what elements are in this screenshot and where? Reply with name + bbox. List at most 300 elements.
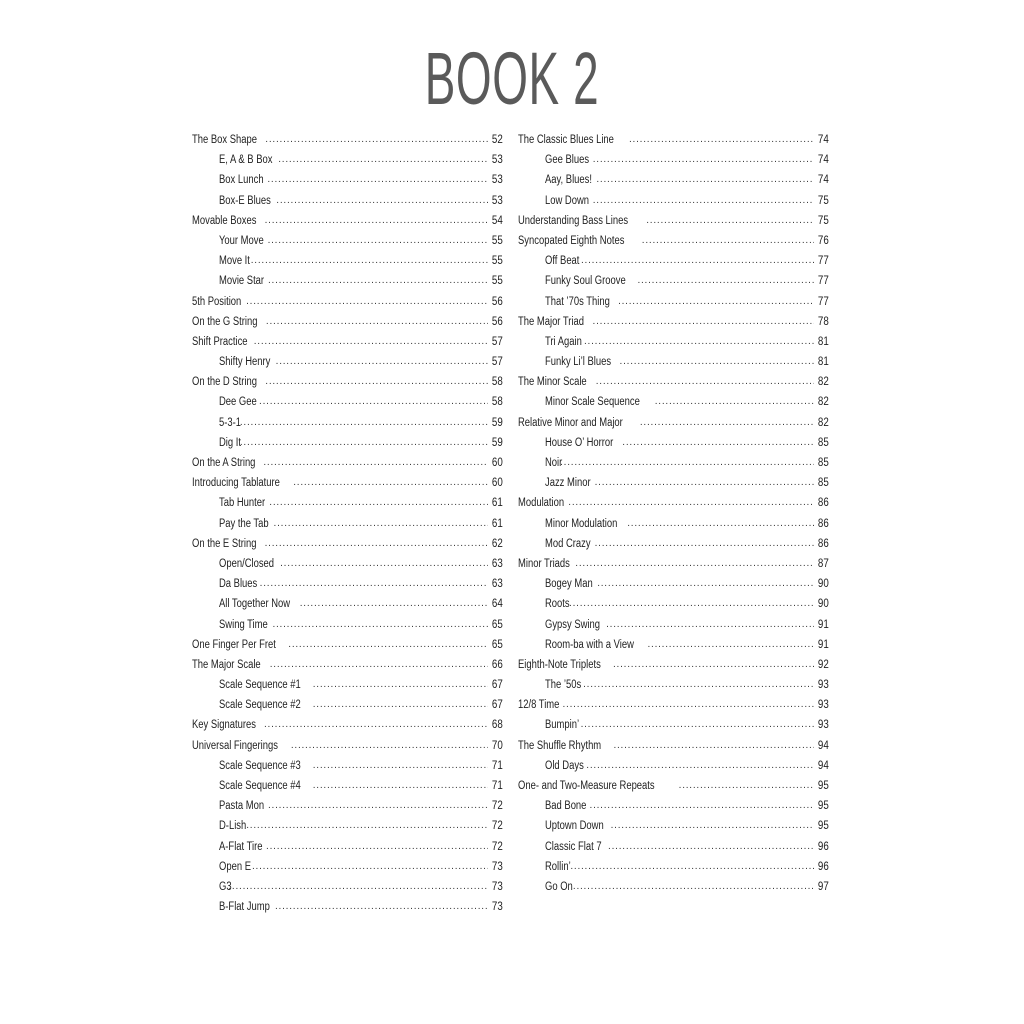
toc-entry-title: Bumpin’ [545, 719, 580, 732]
toc-page-number: 77 [818, 255, 829, 268]
toc-page-number: 54 [492, 214, 503, 227]
toc-entry-title: Room-ba with a View [545, 638, 634, 651]
toc-subentry [518, 857, 829, 877]
dot-leader [267, 170, 488, 190]
dot-leader [593, 191, 815, 211]
toc-page-number: 73 [492, 880, 503, 893]
toc-entry-title: The Shuffle Rhythm [518, 739, 602, 752]
toc-entry [192, 534, 503, 554]
toc-entry-title: Funky Soul Groove [545, 275, 626, 288]
toc-page-number: 93 [818, 679, 829, 692]
toc-page-number: 76 [818, 234, 829, 247]
dot-leader [629, 130, 814, 150]
toc-subentry [192, 352, 503, 372]
toc-entry [192, 312, 503, 332]
toc-page-number: 61 [492, 517, 503, 530]
toc-page-number: 94 [818, 739, 829, 752]
toc-page-number: 81 [818, 335, 829, 348]
toc-page-number: 75 [818, 214, 829, 227]
dot-leader [608, 837, 814, 857]
toc-page-number: 57 [492, 356, 503, 369]
toc-entry-title: The Box Shape [192, 134, 258, 146]
toc-entry-title: Pasta Mon [219, 800, 265, 813]
dot-leader [563, 695, 815, 715]
toc-entry-title: D-Lish [219, 820, 247, 833]
toc-entry-title: Universal Fingerings [192, 739, 278, 752]
toc-entry-title: Bad Bone [545, 800, 587, 813]
dot-leader [642, 231, 814, 251]
toc-entry-title: Introducing Tablature [192, 477, 280, 490]
page-title: BOOK 2 [424, 37, 600, 120]
toc-page-number: 56 [492, 295, 503, 308]
dot-leader [560, 453, 814, 473]
toc-subentry [192, 837, 503, 857]
dot-leader [265, 130, 488, 150]
toc-entry-title: Minor Scale Sequence [545, 396, 640, 409]
toc-page-number: 86 [818, 537, 829, 550]
toc-subentry [518, 594, 829, 614]
toc-left-column [192, 130, 503, 917]
toc-entry-title: Da Blues [219, 578, 258, 591]
toc-subentry [518, 534, 829, 554]
dot-leader [593, 312, 815, 332]
toc-entry [192, 453, 503, 473]
toc-page-number: 95 [818, 780, 829, 792]
toc-page-number: 93 [818, 719, 829, 732]
toc-entry [192, 332, 503, 352]
toc-page-number: 73 [492, 860, 503, 873]
toc-entry-title: Pay the Tab [219, 517, 269, 530]
toc-subentry [192, 231, 503, 251]
toc-page-number: 72 [492, 840, 503, 853]
dot-leader [240, 433, 488, 453]
toc-page-number: 72 [492, 800, 503, 813]
toc-page-number: 55 [492, 234, 503, 247]
toc-subentry [192, 554, 503, 574]
dot-leader [586, 756, 814, 776]
toc-page-number: 52 [492, 134, 503, 146]
dot-leader [655, 392, 814, 412]
toc-entry-title: Rollin’ [545, 860, 571, 873]
toc-entry-title: Understanding Bass Lines [518, 214, 629, 227]
toc-subentry [192, 877, 503, 897]
dot-leader [584, 332, 814, 352]
toc-entry-title: 5th Position [192, 295, 242, 308]
toc-page-number: 94 [818, 759, 829, 772]
toc-subentry [518, 837, 829, 857]
toc-subentry [192, 816, 503, 836]
dot-leader [228, 877, 488, 897]
dot-leader [266, 312, 488, 332]
toc-entry-title: Off Beat [545, 255, 580, 268]
toc-entry [518, 372, 829, 392]
toc-entry [518, 736, 829, 756]
dot-leader [647, 635, 814, 655]
toc-page-number: 53 [492, 154, 503, 167]
toc-page-number: 85 [818, 436, 829, 449]
dot-leader [618, 292, 814, 312]
toc-page-number: 86 [818, 497, 829, 510]
toc-page-number: 65 [492, 618, 503, 631]
toc-subentry [518, 574, 829, 594]
toc-page-number: 61 [492, 497, 503, 510]
toc-entry-title: Syncopated Eighth Notes [518, 234, 625, 247]
toc-subentry [192, 574, 503, 594]
toc-page-number: 55 [492, 255, 503, 268]
toc-entry-title: Movie Star [219, 275, 265, 288]
toc-entry [518, 312, 829, 332]
toc-entry-title: Minor Triads [518, 557, 570, 570]
toc-page-number: 63 [492, 578, 503, 591]
dot-leader [280, 554, 488, 574]
toc-page-number: 93 [818, 699, 829, 712]
toc-entry-title: House O’ Horror [545, 436, 614, 449]
dot-leader [313, 675, 488, 695]
toc-page-number: 75 [818, 194, 829, 207]
toc-page-number: 72 [492, 820, 503, 833]
dot-leader [637, 271, 814, 291]
dot-leader [569, 594, 814, 614]
dot-leader [265, 211, 489, 231]
toc-page-number: 82 [818, 376, 829, 389]
toc-entry-title: Go On [545, 880, 573, 893]
toc-entry-title: Tab Hunter [219, 497, 266, 510]
toc-subentry [192, 594, 503, 614]
dot-leader [640, 413, 814, 433]
toc-entry-title: Gee Blues [545, 154, 590, 167]
toc-page-number: 58 [492, 376, 503, 389]
toc-page-number: 57 [492, 335, 503, 348]
toc-entry-title: Scale Sequence #3 [219, 759, 301, 772]
toc-entry-title: Classic Flat 7 [545, 840, 602, 853]
toc-page-number: 66 [492, 658, 503, 671]
toc-subentry [518, 170, 829, 190]
toc-subentry [192, 271, 503, 291]
dot-leader [275, 897, 488, 917]
toc-entry [192, 635, 503, 655]
toc-page-number: 62 [492, 537, 503, 550]
toc-page-number: 53 [492, 174, 503, 187]
toc-entry-title: The Minor Scale [518, 376, 587, 389]
toc-entry-title: 5-3-1 [219, 416, 242, 429]
toc-entry [518, 413, 829, 433]
dot-leader [613, 655, 814, 675]
dot-leader [575, 554, 814, 574]
toc-entry-title: On the G String [192, 315, 258, 328]
toc-page-number: 77 [818, 275, 829, 288]
dot-leader [269, 493, 488, 513]
toc-page-number: 91 [818, 638, 829, 651]
dot-leader [620, 352, 815, 372]
toc-subentry [518, 271, 829, 291]
dot-leader [300, 594, 488, 614]
toc-entry-title: Scale Sequence #1 [219, 679, 301, 692]
toc-entry-title: Move It [219, 255, 250, 268]
toc-page-number: 90 [818, 598, 829, 611]
toc-entry-title: Movable Boxes [192, 214, 257, 227]
toc-entry-title: Bogey Man [545, 578, 593, 591]
toc-subentry [518, 877, 829, 897]
toc-entry [192, 736, 503, 756]
toc-entry [518, 554, 829, 574]
toc-entry-title: Dig It [219, 436, 242, 449]
dot-leader [293, 473, 488, 493]
toc-entry-title: The ’50s [545, 679, 582, 692]
toc-entry-title: The Major Scale [192, 658, 261, 671]
dot-leader [597, 574, 814, 594]
toc-subentry [192, 796, 503, 816]
toc-subentry [518, 150, 829, 170]
toc-entry [192, 130, 503, 150]
toc-entry-title: Box-E Blues [219, 194, 271, 207]
toc-entry [518, 493, 829, 513]
toc-entry-title: Eighth-Note Triplets [518, 658, 601, 671]
toc-page-number: 85 [818, 457, 829, 469]
toc-subentry [192, 695, 503, 715]
toc-entry-title: Open/Closed [219, 557, 275, 570]
dot-leader [246, 292, 488, 312]
toc-subentry [192, 857, 503, 877]
toc-subentry [518, 453, 829, 473]
toc-entry-title: Aay, Blues! [545, 174, 593, 187]
toc-entry-title: On the E String [192, 537, 257, 550]
dot-leader [265, 372, 488, 392]
toc-entry [192, 211, 503, 231]
toc-entry-title: G3 [219, 880, 232, 893]
toc-page-number: 56 [492, 315, 503, 328]
dot-leader [260, 574, 489, 594]
toc-page-number: 97 [818, 880, 829, 893]
dot-leader [263, 453, 488, 473]
toc-page-number: 60 [492, 477, 503, 490]
toc-entry [192, 292, 503, 312]
toc-entry [518, 211, 829, 231]
toc-entry-title: Funky Li’l Blues [545, 356, 612, 369]
toc-page-number: 78 [818, 315, 829, 328]
toc-page-number: 65 [492, 638, 503, 651]
dot-leader [254, 332, 488, 352]
toc-page-number: 74 [818, 154, 829, 167]
toc-page-number: 59 [492, 436, 503, 449]
toc-subentry [518, 514, 829, 534]
toc-entry-title: Uptown Down [545, 820, 604, 833]
toc-right-column [518, 130, 829, 897]
dot-leader [259, 392, 488, 412]
toc-page-number: 82 [818, 416, 829, 429]
toc-entry [518, 655, 829, 675]
toc-entry [192, 473, 503, 493]
toc-subentry [518, 292, 829, 312]
toc-entry-title: Roots [545, 598, 570, 611]
toc-entry-title: One Finger Per Fret [192, 638, 276, 651]
toc-subentry [192, 150, 503, 170]
toc-subentry [518, 675, 829, 695]
toc-subentry [518, 816, 829, 836]
dot-leader [246, 816, 488, 836]
toc-page-number: 85 [818, 477, 829, 490]
toc-page-number: 73 [492, 901, 503, 914]
dot-leader [276, 191, 488, 211]
dot-leader [596, 170, 814, 190]
dot-leader [611, 816, 815, 836]
toc-entry [192, 372, 503, 392]
toc-subentry [518, 796, 829, 816]
toc-page-number: 96 [818, 860, 829, 873]
toc-subentry [192, 615, 503, 635]
toc-entry-title: Gypsy Swing [545, 618, 601, 631]
dot-leader [252, 857, 488, 877]
toc-entry-title: The Classic Blues Line [518, 134, 614, 146]
dot-leader [313, 695, 488, 715]
toc-page-number: 87 [818, 557, 829, 570]
toc-page-number: 60 [492, 457, 503, 469]
toc-entry-title: Noir [545, 457, 563, 469]
dot-leader [266, 837, 488, 857]
dot-leader [606, 615, 814, 635]
dot-leader [595, 473, 815, 493]
toc-subentry [192, 413, 503, 433]
toc-page-number: 71 [492, 780, 503, 792]
toc-subentry [518, 392, 829, 412]
toc-subentry [192, 493, 503, 513]
toc-subentry [518, 332, 829, 352]
toc-subentry [192, 776, 503, 796]
dot-leader [581, 251, 814, 271]
toc-entry-title: Your Move [219, 234, 264, 247]
toc-entry-title: Low Down [545, 194, 590, 207]
dot-leader [595, 534, 815, 554]
toc-subentry [518, 473, 829, 493]
toc-page-number: 86 [818, 517, 829, 530]
toc-page-number: 58 [492, 396, 503, 409]
toc-entry-title: Tri Again [545, 335, 582, 348]
toc-entry-title: Scale Sequence #2 [219, 699, 301, 712]
toc-page-number: 95 [818, 800, 829, 813]
dot-leader [593, 150, 815, 170]
toc-page-number: 59 [492, 416, 503, 429]
dot-leader [583, 675, 814, 695]
toc-entry-title: Minor Modulation [545, 517, 618, 530]
toc-page-number: 70 [492, 739, 503, 752]
toc-entry-title: Scale Sequence #4 [219, 780, 301, 792]
dot-leader [268, 796, 488, 816]
dot-leader [581, 715, 815, 735]
toc-page-number: 67 [492, 679, 503, 692]
dot-leader [590, 796, 815, 816]
toc-entry [192, 655, 503, 675]
toc-entry-title: Shift Practice [192, 335, 248, 348]
toc-entry-title: Old Days [545, 759, 584, 772]
dot-leader [313, 756, 488, 776]
toc-entry [518, 695, 829, 715]
toc-entry-title: On the A String [192, 457, 256, 469]
toc-subentry [192, 191, 503, 211]
toc-entry-title: That ’70s Thing [545, 295, 610, 308]
toc-entry-title: Relative Minor and Major [518, 416, 623, 429]
toc-page-number: 53 [492, 194, 503, 207]
toc-subentry [192, 251, 503, 271]
toc-subentry [192, 392, 503, 412]
toc-entry-title: Box Lunch [219, 174, 264, 187]
toc-page-number: 74 [818, 134, 829, 146]
toc-entry [518, 130, 829, 150]
toc-subentry [192, 756, 503, 776]
toc-subentry [192, 433, 503, 453]
toc-subentry [518, 756, 829, 776]
toc-subentry [192, 897, 503, 917]
toc-entry-title: On the D String [192, 376, 257, 389]
toc-page-number: 55 [492, 275, 503, 288]
toc-entry-title: Open E [219, 860, 251, 873]
dot-leader [573, 877, 814, 897]
toc-subentry [518, 615, 829, 635]
toc-entry [192, 715, 503, 735]
dot-leader [679, 776, 815, 796]
dot-leader [291, 736, 488, 756]
dot-leader [264, 715, 488, 735]
toc-entry-title: 12/8 Time [518, 699, 560, 712]
dot-leader [240, 413, 488, 433]
dot-leader [274, 514, 489, 534]
dot-leader [313, 776, 488, 796]
toc-page-number: 90 [818, 578, 829, 591]
dot-leader [251, 251, 488, 271]
toc-subentry [518, 433, 829, 453]
toc-page-number: 74 [818, 174, 829, 187]
toc-subentry [192, 170, 503, 190]
toc-page-number: 77 [818, 295, 829, 308]
dot-leader [268, 231, 489, 251]
toc-subentry [518, 352, 829, 372]
toc-entry-title: A-Flat Tire [219, 840, 263, 853]
toc-entry-title: B-Flat Jump [219, 901, 270, 914]
toc-page-number: 64 [492, 598, 503, 611]
dot-leader [613, 736, 814, 756]
dot-leader [270, 655, 488, 675]
toc-page-number: 95 [818, 820, 829, 833]
toc-entry [518, 231, 829, 251]
dot-leader [568, 493, 814, 513]
dot-leader [272, 615, 488, 635]
dot-leader [596, 372, 814, 392]
dot-leader [627, 514, 814, 534]
dot-leader [622, 433, 814, 453]
toc-entry-title: Swing Time [219, 618, 268, 631]
toc-page-number: 96 [818, 840, 829, 853]
toc-subentry [518, 715, 829, 735]
toc-page-number: 91 [818, 618, 829, 631]
toc-page-number: 82 [818, 396, 829, 409]
toc-entry-title: The Major Triad [518, 315, 585, 328]
dot-leader [288, 635, 488, 655]
toc-entry-title: Jazz Minor [545, 477, 591, 490]
dot-leader [278, 150, 488, 170]
toc-page-number: 68 [492, 719, 503, 732]
toc-entry-title: All Together Now [219, 598, 291, 611]
toc-entry-title: One- and Two-Measure Repeats [518, 780, 655, 792]
dot-leader [265, 534, 489, 554]
toc-subentry [518, 191, 829, 211]
toc-entry-title: Key Signatures [192, 719, 256, 732]
toc-entry-title: Shifty Henry [219, 356, 271, 369]
toc-subentry [518, 251, 829, 271]
dot-leader [646, 211, 814, 231]
toc-subentry [192, 675, 503, 695]
toc-subentry [518, 635, 829, 655]
dot-leader [276, 352, 489, 372]
toc-page-number: 63 [492, 557, 503, 570]
toc-entry [518, 776, 829, 796]
